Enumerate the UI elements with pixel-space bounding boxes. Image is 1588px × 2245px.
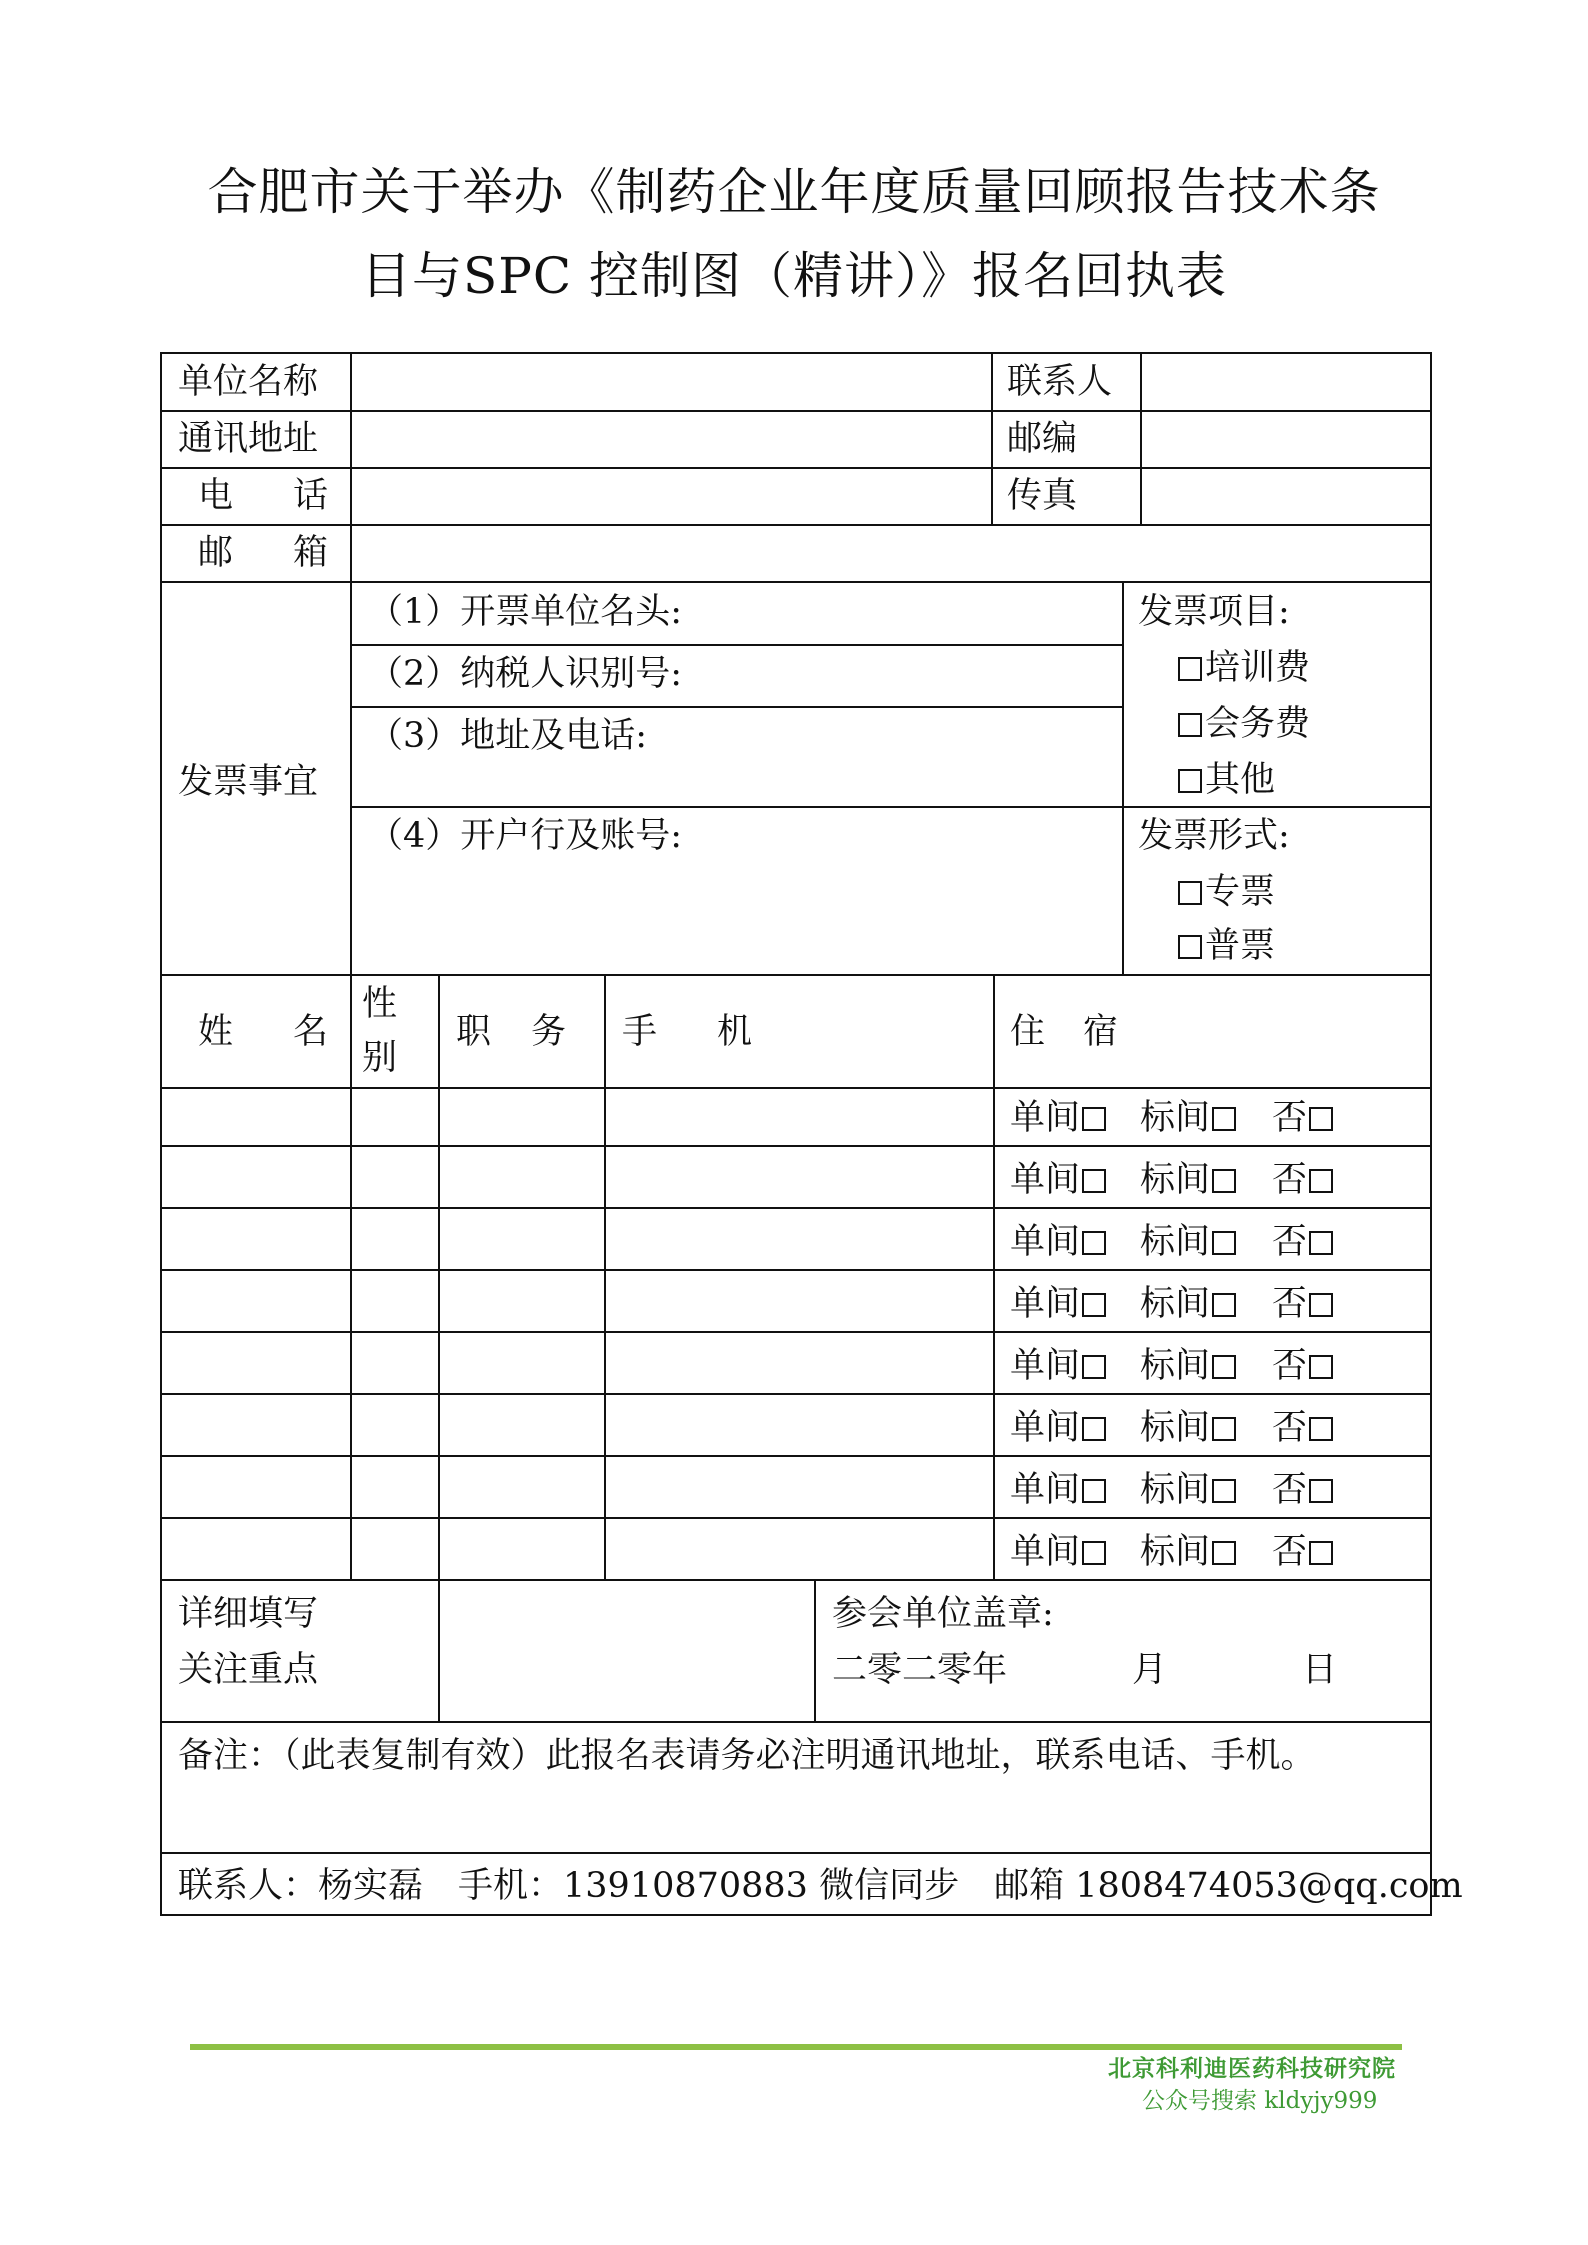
focus-label-line-2: 关注重点 (178, 1650, 319, 1690)
registration-form-table (160, 352, 1463, 1916)
checkbox-icon (1212, 1107, 1236, 1131)
checkbox-icon (1309, 1355, 1333, 1379)
lodging-option-row-8[interactable]: 标间 (1140, 1530, 1239, 1574)
checkbox-icon (1212, 1541, 1236, 1565)
stamp-label: 参会单位盖章: (832, 1594, 1054, 1634)
invoice-item-training[interactable]: 培训费 (1176, 646, 1310, 690)
address-phone-label: （3）地址及电话: (368, 716, 648, 756)
checkbox-icon (1309, 1541, 1333, 1565)
checkbox-icon (1178, 713, 1202, 737)
position-header: 职 务 (456, 1012, 566, 1052)
stamp-year: 二零二零年 (832, 1650, 1008, 1690)
stamp-day: 日 (1302, 1650, 1338, 1690)
checkbox-icon (1309, 1231, 1333, 1255)
email-label: 邮 箱 (198, 533, 328, 573)
checkbox-icon (1309, 1169, 1333, 1193)
lodging-option-row-7[interactable]: 单间 (1010, 1468, 1109, 1512)
lodging-option-row-2[interactable]: 否 (1272, 1158, 1336, 1202)
checkbox-icon (1082, 1107, 1106, 1131)
name-header: 姓 名 (198, 1012, 328, 1052)
contact-line: 联系人：杨实磊 手机：13910870883 微信同步 邮箱 1808474053@qq.com (178, 1866, 1463, 1906)
invoice-form-special[interactable]: 专票 (1176, 870, 1275, 914)
lodging-option-row-6[interactable]: 单间 (1010, 1406, 1109, 1450)
checkbox-icon (1082, 1479, 1106, 1503)
gender-header-2: 别 (362, 1038, 398, 1078)
checkbox-icon (1212, 1169, 1236, 1193)
stamp-month: 月 (1132, 1650, 1168, 1690)
mobile-header: 手 机 (622, 1012, 752, 1052)
lodging-option-row-2[interactable]: 单间 (1010, 1158, 1109, 1202)
invoice-item-other[interactable]: 其他 (1176, 758, 1275, 802)
checkbox-icon (1212, 1293, 1236, 1317)
invoice-form-label: 发票形式: (1138, 816, 1290, 856)
footer-org-name: 北京科利迪医药科技研究院 (1108, 2056, 1396, 2082)
checkbox-icon (1212, 1355, 1236, 1379)
lodging-option-row-1[interactable]: 否 (1272, 1096, 1336, 1140)
checkbox-icon (1212, 1479, 1236, 1503)
checkbox-icon (1309, 1417, 1333, 1441)
checkbox-icon (1082, 1417, 1106, 1441)
lodging-option-row-1[interactable]: 标间 (1140, 1096, 1239, 1140)
lodging-option-row-8[interactable]: 单间 (1010, 1530, 1109, 1574)
lodging-option-row-5[interactable]: 单间 (1010, 1344, 1109, 1388)
lodging-option-row-8[interactable]: 否 (1272, 1530, 1336, 1574)
lodging-option-row-6[interactable]: 标间 (1140, 1406, 1239, 1450)
lodging-option-row-1[interactable]: 单间 (1010, 1096, 1109, 1140)
form-title-line-2: 目与SPC 控制图（精讲）》报名回执表 (360, 247, 1228, 305)
invoice-title-label: （1）开票单位名头: (368, 592, 683, 632)
lodging-option-row-4[interactable]: 单间 (1010, 1282, 1109, 1326)
form-title-line-1: 合肥市关于举办《制药企业年度质量回顾报告技术条 (207, 163, 1381, 221)
note-text: 备注：（此表复制有效）此报名表请务必注明通讯地址，联系电话、手机。 (178, 1736, 1316, 1776)
unit-name-label: 单位名称 (178, 362, 319, 402)
lodging-option-row-5[interactable]: 标间 (1140, 1344, 1239, 1388)
lodging-option-row-3[interactable]: 标间 (1140, 1220, 1239, 1264)
checkbox-icon (1178, 769, 1202, 793)
checkbox-icon (1082, 1231, 1106, 1255)
lodging-option-row-6[interactable]: 否 (1272, 1406, 1336, 1450)
checkbox-icon (1082, 1293, 1106, 1317)
lodging-option-row-3[interactable]: 否 (1272, 1220, 1336, 1264)
checkbox-icon (1082, 1355, 1106, 1379)
taxpayer-id-label: （2）纳税人识别号: (368, 654, 683, 694)
lodging-option-row-3[interactable]: 单间 (1010, 1220, 1109, 1264)
checkbox-icon (1178, 881, 1202, 905)
checkbox-icon (1309, 1107, 1333, 1131)
invoice-item-conference[interactable]: 会务费 (1176, 702, 1310, 746)
lodging-option-row-7[interactable]: 标间 (1140, 1468, 1239, 1512)
checkbox-icon (1309, 1479, 1333, 1503)
address-label: 通讯地址 (178, 419, 319, 459)
lodging-option-row-4[interactable]: 否 (1272, 1282, 1336, 1326)
gender-header-1: 性 (362, 984, 398, 1024)
bank-account-label: （4）开户行及账号: (368, 816, 683, 856)
phone-label: 电 话 (198, 476, 328, 516)
focus-label-line-1: 详细填写 (178, 1594, 319, 1634)
fax-label: 传真 (1007, 476, 1078, 516)
lodging-option-row-5[interactable]: 否 (1272, 1344, 1336, 1388)
checkbox-icon (1309, 1293, 1333, 1317)
lodging-header: 住 宿 (1010, 1012, 1118, 1052)
invoice-items-label: 发票项目: (1138, 592, 1290, 632)
lodging-option-row-4[interactable]: 标间 (1140, 1282, 1239, 1326)
contact-person-label: 联系人 (1007, 362, 1113, 402)
checkbox-icon (1178, 657, 1202, 681)
checkbox-icon (1082, 1169, 1106, 1193)
invoice-matters-label: 发票事宜 (178, 762, 319, 802)
checkbox-icon (1212, 1417, 1236, 1441)
checkbox-icon (1212, 1231, 1236, 1255)
checkbox-icon (1082, 1541, 1106, 1565)
postcode-label: 邮编 (1007, 419, 1078, 459)
lodging-option-row-7[interactable]: 否 (1272, 1468, 1336, 1512)
footer-account: 公众号搜索 kldyjy999 (1142, 2088, 1378, 2114)
checkbox-icon (1178, 935, 1202, 959)
invoice-form-ordinary[interactable]: 普票 (1176, 924, 1275, 968)
lodging-option-row-2[interactable]: 标间 (1140, 1158, 1239, 1202)
